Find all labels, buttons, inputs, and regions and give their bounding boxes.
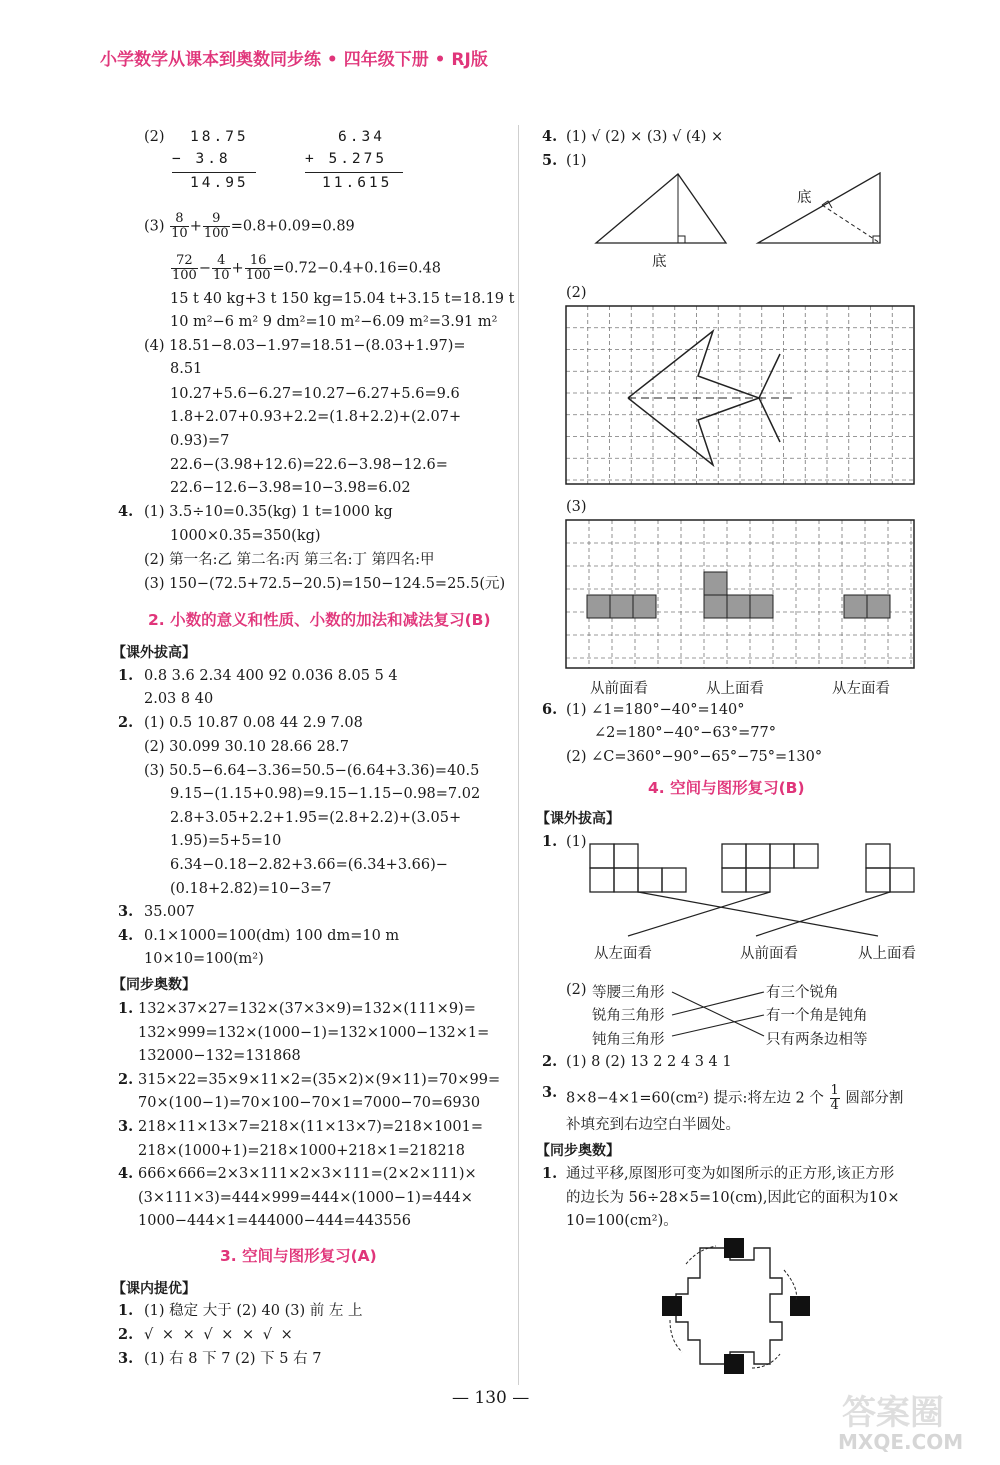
calc-a-top: 18.75: [190, 129, 249, 145]
line: (1) 0.5 10.87 0.08 44 2.9 7.08: [144, 715, 363, 731]
line-part: 8×8−4×1=60(cm²) 提示:将左边 2 个: [566, 1090, 824, 1107]
line: (2) 第一名:乙 第二名:丙 第三名:丁 第四名:甲: [144, 552, 435, 568]
triangle-property: 有一个角是钝角: [766, 1008, 868, 1024]
triangle-type: 锐角三角形: [592, 1008, 665, 1024]
question-number: 1.: [542, 833, 558, 850]
line: (1) 8 (2) 13 2 2 4 3 4 1: [566, 1054, 732, 1070]
question-number: 4.: [118, 927, 134, 944]
section-tag: 【同步奥数】: [536, 1143, 620, 1159]
line: 10.27+5.6−6.27=10.27−6.27+5.6=9.6: [170, 386, 460, 402]
calc-a-op: − 3.8: [172, 151, 231, 167]
line: 22.6−12.6−3.98=10−3.98=6.02: [170, 480, 411, 496]
question-number: 2.: [118, 1326, 134, 1343]
section-tag: 【课内提优】: [112, 1281, 196, 1297]
view-label-top: 从上面看: [858, 946, 916, 962]
question-number: 4.: [118, 503, 134, 520]
line: (1): [566, 153, 587, 169]
line: 0.1×1000=100(dm) 100 dm=10 m: [144, 928, 400, 944]
fraction-denominator: 100: [172, 268, 197, 283]
line: (0.18+2.82)=10−3=7: [170, 881, 332, 897]
fraction-numerator: 16: [245, 254, 272, 269]
question-number: 3.: [542, 1084, 558, 1101]
triangles-with-heights: [590, 168, 920, 278]
fraction: [830, 1084, 840, 1113]
line: 315×22=35×9×11×2=(35×2)×(9×11)=70×99=: [138, 1072, 501, 1088]
label: (3): [144, 218, 165, 235]
question-number: 1.: [118, 1000, 134, 1017]
question-number: 6.: [542, 701, 558, 718]
fraction-numerator: 1: [830, 1083, 839, 1098]
line: 2.03 8 40: [144, 691, 214, 707]
line: (3) 150−(72.5+72.5−20.5)=150−124.5=25.5(元): [144, 576, 506, 592]
line: (2): [566, 982, 587, 998]
three-views-grid: [566, 520, 916, 670]
line: 的边长为 56÷28×5=10(cm),因此它的面积为10×: [566, 1190, 900, 1206]
line: 通过平移,原图形可变为如图所示的正方形,该正方形: [566, 1166, 895, 1182]
view-matching-diagram: [560, 842, 940, 952]
fraction: [170, 212, 189, 241]
line: (3): [566, 499, 587, 515]
calc-a-result: 14.95: [190, 175, 249, 191]
fraction-numerator: 72: [171, 254, 198, 269]
question-number: 2.: [118, 714, 134, 731]
equation-rest: =0.8+0.09=0.89: [230, 218, 355, 235]
line: 补填充到右边空白半圆处。: [566, 1117, 740, 1133]
line: 9.15−(1.15+0.98)=9.15−1.15−0.98=7.02: [170, 786, 481, 802]
triangle-type: 等腰三角形: [592, 985, 665, 1001]
line: 1.95)=5+5=10: [170, 833, 282, 849]
line: (3) 50.5−6.64−3.36=50.5−(6.64+3.36)=40.5: [144, 763, 480, 779]
section-title: 2. 小数的意义和性质、小数的加法和减法复习(B): [148, 611, 491, 629]
line: √ × × √ × × √ ×: [144, 1327, 295, 1343]
question-number: 2.: [118, 1071, 134, 1088]
line: [566, 1084, 903, 1113]
fraction-denominator: 100: [245, 268, 271, 283]
line: 2.8+3.05+2.2+1.95=(2.8+2.2)+(3.05+: [170, 810, 462, 826]
fraction: [212, 254, 231, 283]
operator: +: [189, 218, 202, 235]
line: (2): [566, 285, 587, 301]
line: (2) 30.099 30.10 28.66 28.7: [144, 739, 350, 755]
fraction-denominator: 4: [830, 1098, 839, 1113]
section-title: 3. 空间与图形复习(A): [220, 1247, 377, 1265]
page-header: 小学数学从课本到奥数同步练 • 四年级下册 • RJ版: [100, 50, 488, 70]
calc-b-result: 11.615: [322, 175, 393, 191]
line: 10=100(cm²)。: [566, 1213, 678, 1229]
question-number: 3.: [118, 1350, 134, 1367]
equation-rest: =0.72−0.4+0.16=0.48: [272, 260, 442, 277]
watermark-url: MXQE.COM: [838, 1430, 964, 1454]
column-divider: [518, 125, 519, 1385]
line: (1) 3.5÷10=0.35(kg) 1 t=1000 kg: [144, 504, 393, 520]
fraction-numerator: 4: [212, 254, 231, 269]
line: 6.34−0.18−2.82+3.66=(6.34+3.66)−: [170, 857, 448, 873]
fraction-line-2: [170, 254, 441, 283]
line-tons: 15 t 40 kg+3 t 150 kg=15.04 t+3.15 t=18.19 t: [170, 291, 515, 307]
view-label-left: 从左面看: [594, 946, 652, 962]
vertical-calc-label: (2): [144, 129, 165, 145]
operator: +: [231, 260, 244, 277]
section-tag: 【课外拔高】: [536, 811, 620, 827]
section-title: 4. 空间与图形复习(B): [648, 779, 805, 797]
line: 70×(100−1)=70×100−70×1=7000−70=6930: [138, 1095, 481, 1111]
triangle-type: 钝角三角形: [592, 1032, 665, 1048]
line: 35.007: [144, 904, 195, 920]
line: 132×37×27=132×(37×3×9)=132×(111×9)=: [138, 1001, 476, 1017]
question-number: 1.: [118, 667, 134, 684]
view-label-left: 从左面看: [832, 681, 890, 697]
line: (2) ∠C=360°−90°−65°−75°=130°: [566, 749, 823, 765]
line: 0.8 3.6 2.34 400 92 0.036 8.05 5 4: [144, 668, 398, 684]
calc-a-rule: [172, 172, 256, 173]
question-number: 1.: [542, 1165, 558, 1182]
base-label: 底: [652, 254, 667, 270]
line: 10×10=100(m²): [144, 951, 264, 967]
line: 1000−444×1=444000−444=443556: [138, 1213, 411, 1229]
triangle-property: 有三个锐角: [766, 985, 839, 1001]
line: 218×11×13×7=218×(11×13×7)=218×1001=: [138, 1119, 483, 1135]
calc-b-op: + 5.275: [305, 151, 388, 167]
fraction-numerator: 9: [203, 212, 230, 227]
question-number: 2.: [542, 1053, 558, 1070]
line: (3×111×3)=444×999=444×(1000−1)=444×: [138, 1190, 473, 1206]
question-number: 4.: [118, 1165, 134, 1182]
line: 132000−132=131868: [138, 1048, 301, 1064]
line: (1) ∠1=180°−40°=140°: [566, 702, 745, 718]
calc-b-top: 6.34: [338, 129, 385, 145]
question-number: 1.: [118, 1302, 134, 1319]
line: 22.6−(3.98+12.6)=22.6−3.98−12.6=: [170, 457, 448, 473]
symmetry-grid: [566, 306, 916, 486]
triangle-property: 只有两条边相等: [766, 1032, 868, 1048]
line: ∠2=180°−40°−63°=77°: [594, 725, 777, 741]
line: (4) 18.51−8.03−1.97=18.51−(8.03+1.97)=: [144, 338, 466, 354]
view-label-top: 从上面看: [706, 681, 764, 697]
line: (1) 右 8 下 7 (2) 下 5 右 7: [144, 1351, 322, 1367]
view-label-front: 从前面看: [740, 946, 798, 962]
line: (1): [566, 834, 587, 850]
line: 132×999=132×(1000−1)=132×1000−132×1=: [138, 1025, 490, 1041]
fraction: [171, 254, 198, 283]
question-number: 3.: [118, 903, 134, 920]
line: 1000×0.35=350(kg): [170, 528, 321, 544]
fraction: [245, 254, 272, 283]
line: 0.93)=7: [170, 433, 230, 449]
fraction-denominator: 10: [212, 268, 230, 283]
calc-b-rule: [305, 172, 403, 173]
line: 8.51: [170, 361, 203, 377]
fraction: [203, 212, 230, 241]
line: 218×(1000+1)=218×1000+218×1=218218: [138, 1143, 465, 1159]
section-tag: 【课外拔高】: [112, 645, 196, 661]
fraction-numerator: 8: [170, 212, 189, 227]
line-part: 圆部分割: [845, 1090, 904, 1107]
watermark-logo: 答案圈: [842, 1393, 944, 1433]
line: (1) 稳定 大于 (2) 40 (3) 前 左 上: [144, 1303, 363, 1319]
operator: −: [198, 260, 211, 277]
translation-square-diagram: [660, 1236, 810, 1380]
line: 666×666=2×3×111×2×3×111=(2×2×111)×: [138, 1166, 477, 1182]
matching-lines: [670, 984, 770, 1044]
page-number: — 130 —: [452, 1388, 530, 1408]
fraction-denominator: 10: [171, 226, 188, 241]
line: 1.8+2.07+0.93+2.2=(1.8+2.2)+(2.07+: [170, 409, 462, 425]
line-area: 10 m²−6 m² 9 dm²=10 m²−6.09 m²=3.91 m²: [170, 314, 498, 330]
view-label-front: 从前面看: [590, 681, 648, 697]
base-label: 底: [797, 190, 812, 206]
line: (1) √ (2) × (3) √ (4) ×: [566, 129, 724, 145]
fraction-line-1: [144, 212, 355, 241]
section-tag: 【同步奥数】: [112, 977, 196, 993]
question-number: 3.: [118, 1118, 134, 1135]
fraction-denominator: 100: [203, 226, 229, 241]
question-number: 4.: [542, 128, 558, 145]
question-number: 5.: [542, 152, 558, 169]
